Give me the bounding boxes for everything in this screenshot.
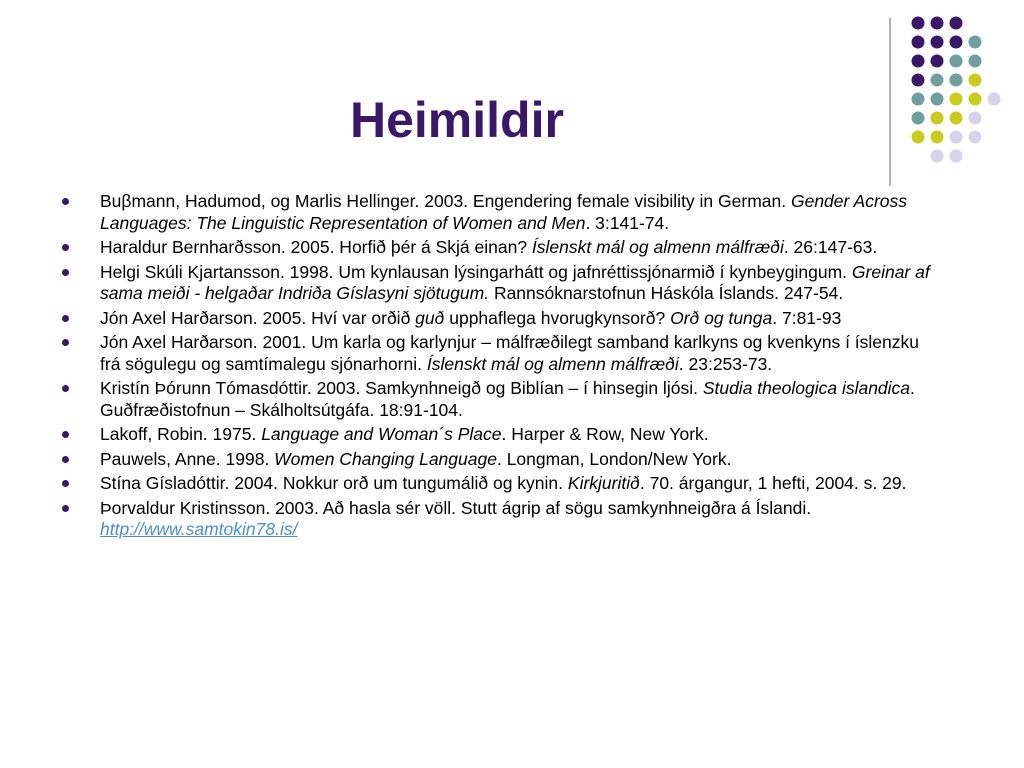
decorative-dot (931, 112, 944, 125)
decorative-dot (912, 93, 925, 106)
decorative-dot (969, 112, 982, 125)
reference-source-title: guð (415, 307, 445, 328)
reference-text: Jón Axel Harðarson. 2001. Um karla og karlynjur – málfræðilegt samband karlkyns og kvenkyns í íslenzku frá sögulegu og samtímalegu sjónarhorni. (100, 332, 919, 374)
decorative-dot (912, 112, 925, 125)
reference-text: . 23:253-73. (678, 353, 773, 374)
reference-source-title: Greinar af sama meiði - helgaðar Indriða Gíslasyni sjötugum. (100, 261, 930, 303)
reference-item (62, 332, 942, 375)
decorative-dot (950, 36, 963, 49)
reference-text: . 26:147-63. (783, 237, 878, 257)
decorative-dot (931, 74, 944, 87)
reference-text: Stína Gísladóttir. 2004. Nokkur orð um tungumálið og kynin. (100, 473, 568, 493)
decorative-dot (950, 150, 963, 163)
decorative-dot (912, 55, 925, 68)
decorative-dot (969, 131, 982, 144)
reference-text: Kristín Þórunn Tómasdóttir. 2003. Samkynhneigð og Biblían – í hinsegin ljósi. (100, 378, 703, 398)
decorative-dot (969, 74, 982, 87)
decorative-dot (931, 93, 944, 106)
decorative-dot (931, 17, 944, 30)
bullet-icon (62, 198, 69, 205)
decorative-dot (950, 17, 963, 30)
reference-item (62, 473, 942, 495)
decorative-dot (950, 55, 963, 68)
reference-text: Rannsóknarstofnun Háskóla Íslands. 247-54. (489, 283, 844, 303)
reference-source-title: Women Changing Language (274, 448, 497, 469)
reference-source-title: Language and Woman´s Place (261, 424, 502, 444)
decorative-dot (950, 112, 963, 125)
reference-item (62, 498, 942, 541)
bullet-icon (62, 456, 69, 463)
reference-text: Þorvaldur Kristinsson. 2003. Að hasla sér völl. Stutt ágrip af sögu samkynhneigðra á Íslandi. (100, 497, 812, 518)
decorative-dot (912, 17, 925, 30)
decorative-dot (969, 36, 982, 49)
bullet-icon (62, 505, 69, 512)
reference-item (62, 262, 942, 305)
bullet-icon (62, 431, 69, 438)
decorative-dot (950, 74, 963, 87)
bullet-icon (62, 244, 69, 251)
decorative-dot (931, 150, 944, 163)
bullet-icon (62, 480, 69, 487)
reference-link[interactable]: http://www.samtokin78.is/ (100, 519, 298, 539)
reference-text: Jón Axel Harðarson. 2005. Hví var orðið (100, 307, 416, 328)
reference-text: . 3:141-74. (585, 212, 670, 233)
reference-text: upphaflega hvorugkynsorð? (444, 307, 671, 328)
decorative-dot (912, 36, 925, 49)
reference-source-title: Íslenskt mál og almenn málfræði (426, 353, 679, 374)
reference-text: . Harper & Row, New York. (501, 424, 709, 444)
slide-title: Heimildir (350, 92, 564, 148)
reference-item (62, 449, 942, 471)
reference-source-title: Studia theologica islandica (702, 378, 911, 398)
decorative-dot (950, 131, 963, 144)
reference-text: Haraldur Bernharðsson. 2005. Horfið þér á Skjá einan? (100, 237, 532, 257)
reference-item (62, 308, 942, 330)
reference-text: . Longman, London/New York. (496, 448, 732, 469)
reference-text: Pauwels, Anne. 1998. (100, 448, 275, 469)
reference-text: . Guðfræðistofnun – Skálholtsútgáfa. 18:91-104. (100, 378, 915, 420)
reference-text: Lakoff, Robin. 1975. (100, 424, 262, 444)
reference-source-title: Kirkjuritið (567, 473, 640, 493)
decorative-dot (969, 55, 982, 68)
decorative-dot (988, 93, 1001, 106)
reference-item (62, 191, 942, 234)
reference-text: . 70. árgangur, 1 hefti, 2004. s. 29. (639, 473, 907, 493)
decorative-dot (912, 131, 925, 144)
reference-list (62, 191, 942, 544)
decorative-dot (912, 74, 925, 87)
reference-item (62, 424, 942, 446)
bullet-icon (62, 315, 69, 322)
decorative-dot (931, 55, 944, 68)
decorative-dot (931, 36, 944, 49)
reference-source-title: Íslenskt mál og almenn málfræði (531, 237, 784, 257)
reference-text: . 7:81-93 (772, 307, 842, 328)
reference-text: Helgi Skúli Kjartansson. 1998. Um kynlausan lýsingarhátt og jafnréttissjónarmið í kynbeygingum. (100, 261, 852, 282)
reference-item (62, 237, 942, 259)
decorative-dot (969, 93, 982, 106)
bullet-icon (62, 385, 69, 392)
reference-item (62, 378, 942, 421)
reference-text: Buβmann, Hadumod, og Marlis Hellinger. 2003. Engendering female visibility in German. (100, 191, 791, 211)
reference-source-title: Orð og tunga (670, 307, 773, 328)
bullet-icon (62, 339, 69, 346)
decorative-dot (931, 131, 944, 144)
reference-source-title: Gender Across Languages: The Linguistic Representation of Women and Men (100, 191, 908, 233)
bullet-icon (62, 269, 69, 276)
decorative-dot (950, 93, 963, 106)
